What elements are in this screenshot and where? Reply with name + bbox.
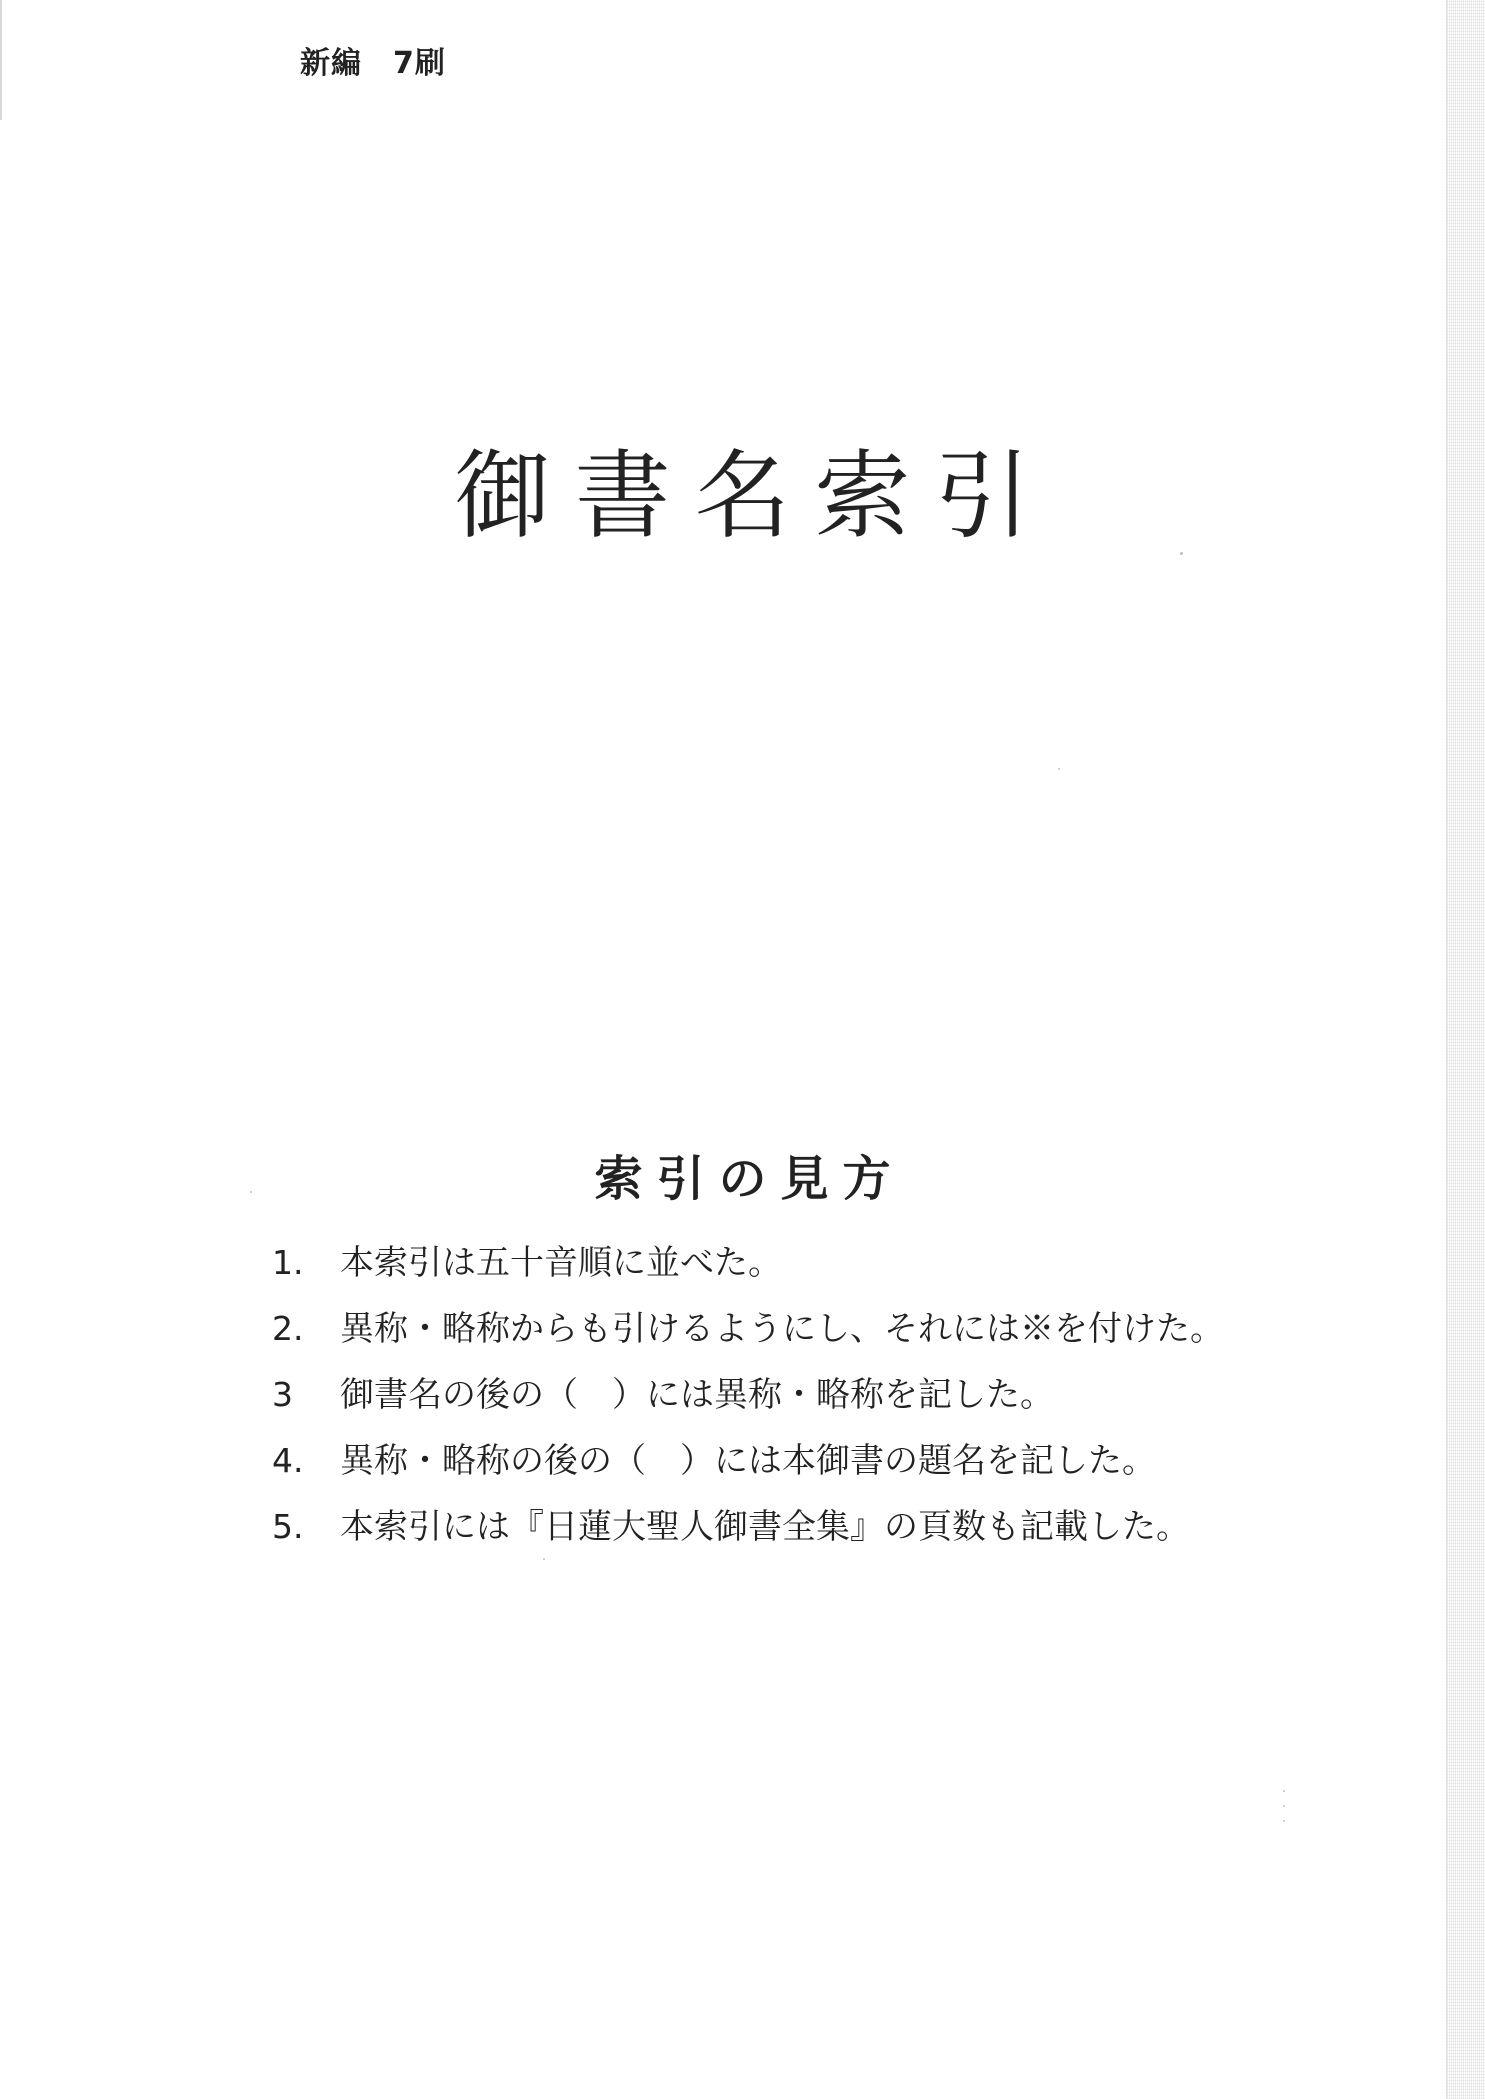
- scan-speck: [1180, 552, 1183, 555]
- guide-rule: [272, 1433, 1392, 1499]
- guide-rules-list: [272, 1235, 1392, 1565]
- scan-speck: [1058, 768, 1060, 770]
- rule-text: 御書名の後の（ ）には異称・略称を記した。: [340, 1375, 1054, 1415]
- scan-speck: [543, 1558, 545, 1560]
- scan-speck: [1283, 1790, 1285, 1792]
- rule-number: 5.: [272, 1507, 304, 1546]
- guide-rule: [272, 1301, 1392, 1367]
- guide-heading: 索引の見方: [594, 1151, 905, 1207]
- rule-number: 3: [272, 1375, 293, 1414]
- page-title: 御書名索引: [454, 440, 1055, 552]
- scan-left-edge: [0, 0, 2, 120]
- rule-number: 2.: [272, 1309, 304, 1348]
- scan-speck: [1283, 1805, 1285, 1807]
- rule-text: 異称・略称からも引けるようにし、それには※を付けた。: [340, 1309, 1224, 1349]
- rule-number: 4.: [272, 1441, 304, 1480]
- rule-text: 異称・略称の後の（ ）には本御書の題名を記した。: [340, 1441, 1156, 1481]
- guide-rule: [272, 1235, 1392, 1301]
- scan-speck: [250, 1191, 252, 1193]
- scan-right-edge: [1447, 0, 1485, 2099]
- guide-rule: [272, 1367, 1392, 1433]
- guide-rule: [272, 1499, 1392, 1565]
- rule-text: 本索引は五十音順に並べた。: [340, 1243, 782, 1283]
- scan-speck: [1283, 1820, 1285, 1822]
- edition-label: 新編 7刷: [300, 46, 446, 81]
- rule-number: 1.: [272, 1243, 304, 1282]
- rule-text: 本索引には『日蓮大聖人御書全集』の頁数も記載した。: [340, 1507, 1190, 1547]
